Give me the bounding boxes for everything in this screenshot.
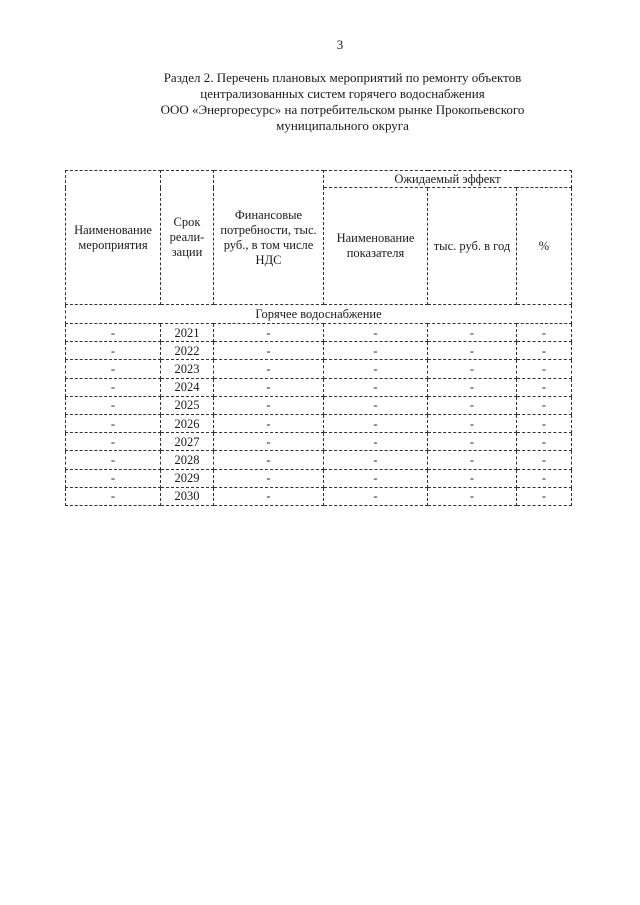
header-percent: % xyxy=(517,188,572,305)
cell-indicator: - xyxy=(324,487,428,505)
cell-percent: - xyxy=(517,342,572,360)
cell-year: 2023 xyxy=(161,360,214,378)
cell-indicator: - xyxy=(324,324,428,342)
cell-measure-name: - xyxy=(66,414,161,432)
cell-measure-name: - xyxy=(66,487,161,505)
cell-finance: - xyxy=(214,487,324,505)
cell-indicator: - xyxy=(324,378,428,396)
section-title xyxy=(115,70,570,134)
title-line: Раздел 2. Перечень плановых мероприятий по ремонту объектов xyxy=(163,70,522,85)
cell-percent: - xyxy=(517,396,572,414)
cell-percent: - xyxy=(517,324,572,342)
cell-indicator: - xyxy=(324,360,428,378)
cell-finance: - xyxy=(214,451,324,469)
table-row xyxy=(66,469,572,487)
table-row xyxy=(66,378,572,396)
cell-measure-name: - xyxy=(66,360,161,378)
table-row xyxy=(66,360,572,378)
header-expected-effect: Ожидаемый эффект xyxy=(324,171,572,188)
cell-measure-name: - xyxy=(66,324,161,342)
cell-finance: - xyxy=(214,414,324,432)
header-term: Срок реали-зации xyxy=(161,171,214,305)
title-line: ООО «Энергоресурс» на потребительском рынке Прокопьевского xyxy=(160,102,525,117)
cell-per-year: - xyxy=(428,342,517,360)
table-row xyxy=(66,414,572,432)
table-row xyxy=(66,396,572,414)
cell-per-year: - xyxy=(428,396,517,414)
measures-table xyxy=(65,170,572,506)
header-per-year: тыс. руб. в год xyxy=(428,188,517,305)
cell-indicator: - xyxy=(324,342,428,360)
cell-indicator: - xyxy=(324,433,428,451)
cell-finance: - xyxy=(214,342,324,360)
cell-per-year: - xyxy=(428,433,517,451)
cell-measure-name: - xyxy=(66,342,161,360)
cell-year: 2027 xyxy=(161,433,214,451)
cell-year: 2021 xyxy=(161,324,214,342)
cell-percent: - xyxy=(517,469,572,487)
cell-percent: - xyxy=(517,451,572,469)
cell-year: 2030 xyxy=(161,487,214,505)
cell-finance: - xyxy=(214,433,324,451)
cell-measure-name: - xyxy=(66,433,161,451)
cell-finance: - xyxy=(214,378,324,396)
cell-finance: - xyxy=(214,324,324,342)
cell-year: 2024 xyxy=(161,378,214,396)
cell-year: 2026 xyxy=(161,414,214,432)
cell-per-year: - xyxy=(428,487,517,505)
cell-per-year: - xyxy=(428,378,517,396)
cell-indicator: - xyxy=(324,469,428,487)
cell-year: 2022 xyxy=(161,342,214,360)
cell-per-year: - xyxy=(428,360,517,378)
cell-per-year: - xyxy=(428,324,517,342)
table-row xyxy=(66,451,572,469)
cell-measure-name: - xyxy=(66,396,161,414)
table-row xyxy=(66,487,572,505)
table-row xyxy=(66,342,572,360)
cell-percent: - xyxy=(517,433,572,451)
page-number: 3 xyxy=(336,37,344,52)
cell-percent: - xyxy=(517,378,572,396)
cell-percent: - xyxy=(517,487,572,505)
cell-finance: - xyxy=(214,469,324,487)
section-row-hot-water: Горячее водоснабжение xyxy=(66,305,572,324)
cell-measure-name: - xyxy=(66,469,161,487)
cell-measure-name: - xyxy=(66,378,161,396)
header-indicator-name: Наименование показателя xyxy=(324,188,428,305)
cell-finance: - xyxy=(214,360,324,378)
title-line: централизованных систем горячего водоснабжения xyxy=(200,86,485,101)
cell-indicator: - xyxy=(324,414,428,432)
table-row xyxy=(66,324,572,342)
cell-per-year: - xyxy=(428,414,517,432)
cell-per-year: - xyxy=(428,469,517,487)
header-measure-name: Наименование мероприятия xyxy=(66,171,161,305)
cell-measure-name: - xyxy=(66,451,161,469)
title-line: муниципального округа xyxy=(276,118,409,133)
cell-percent: - xyxy=(517,360,572,378)
cell-percent: - xyxy=(517,414,572,432)
cell-per-year: - xyxy=(428,451,517,469)
table-row xyxy=(66,433,572,451)
header-finance: Финансовые потребности, тыс. руб., в том числе НДС xyxy=(214,171,324,305)
cell-indicator: - xyxy=(324,396,428,414)
cell-indicator: - xyxy=(324,451,428,469)
cell-year: 2029 xyxy=(161,469,214,487)
cell-year: 2025 xyxy=(161,396,214,414)
cell-finance: - xyxy=(214,396,324,414)
cell-year: 2028 xyxy=(161,451,214,469)
